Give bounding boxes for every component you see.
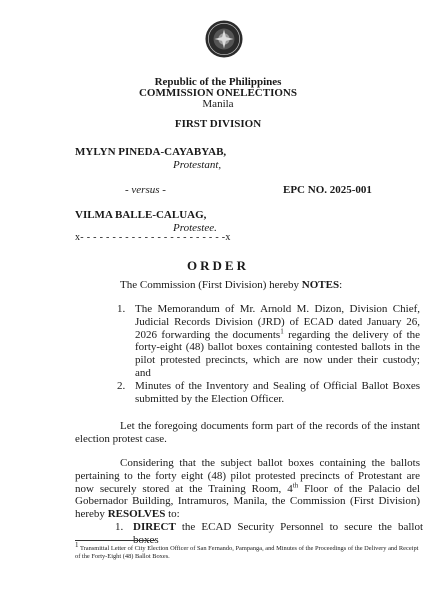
versus-text: - versus - <box>125 184 166 196</box>
protestant-name: MYLYN PINEDA-CAYABYAB, <box>75 146 227 158</box>
notes-intro: The Commission (First Division) hereby NOTES: <box>120 279 343 291</box>
footnote-divider <box>75 540 155 541</box>
let-paragraph: Let the foregoing documents form part of the records of the instant election protest case. <box>75 420 420 445</box>
city-line: Manila <box>202 98 234 110</box>
item-number: 2. <box>117 380 126 392</box>
protestee-name: VILMA BALLE-CALUAG, <box>75 209 207 221</box>
item-number: 1. <box>115 521 124 533</box>
comelec-seal-icon <box>205 20 243 58</box>
considering-paragraph: Considering that the subject ballot boxes containing the ballots pertaining to the forty eight (48) pilot protested precincts of Protestant are now securely stored at the Training Room, 4th Floor of the Palacio del Gobernador Building, Intramuros, Manila, the Commission (First Division) hereby RESOLVES to: <box>75 457 420 521</box>
resolve-item-1: 1. DIRECT the ECAD Security Personnel to secure the ballot boxes <box>115 521 423 546</box>
protestee-role: Protestee. <box>173 222 217 234</box>
protestant-role: Protestant, <box>173 159 222 171</box>
division-title: FIRST DIVISION <box>174 118 262 130</box>
notes-item-1: 1. The Memorandum of Mr. Arnold M. Dizon, Division Chief, Judicial Records Division (JRD) of ECAD dated January 26, 2026 forwarding the documents$^1$ regarding the delivery of the forty-eight (48) ballot boxes containing contested ballots in the pilot protested precincts, which are now under their custody; and <box>117 303 421 379</box>
footnote: $^1$ Transmittal Letter of City Election Officer of San Fernando, Pampanga, and Minutes of the Proceedings of the Delivery and Receipt of the Forty-Eight (48) Ballot Boxes. <box>75 541 419 561</box>
footnote-ref: 1 <box>280 326 284 335</box>
notes-item-2: 2. Minutes of the Inventory and Sealing of Official Ballot Boxes submitted by the Election Officer. <box>117 380 420 405</box>
republic-line: Republic of the Philippines <box>154 76 282 88</box>
commission-line: COMMISSION ONELECTIONS <box>138 87 297 99</box>
caption-separator: x- - - - - - - - - - - - - - - - - - - - - - -x <box>75 232 231 243</box>
case-number: EPC NO. 2025-001 <box>283 184 372 196</box>
item-number: 1. <box>117 303 126 315</box>
order-title: ORDER <box>187 258 249 273</box>
